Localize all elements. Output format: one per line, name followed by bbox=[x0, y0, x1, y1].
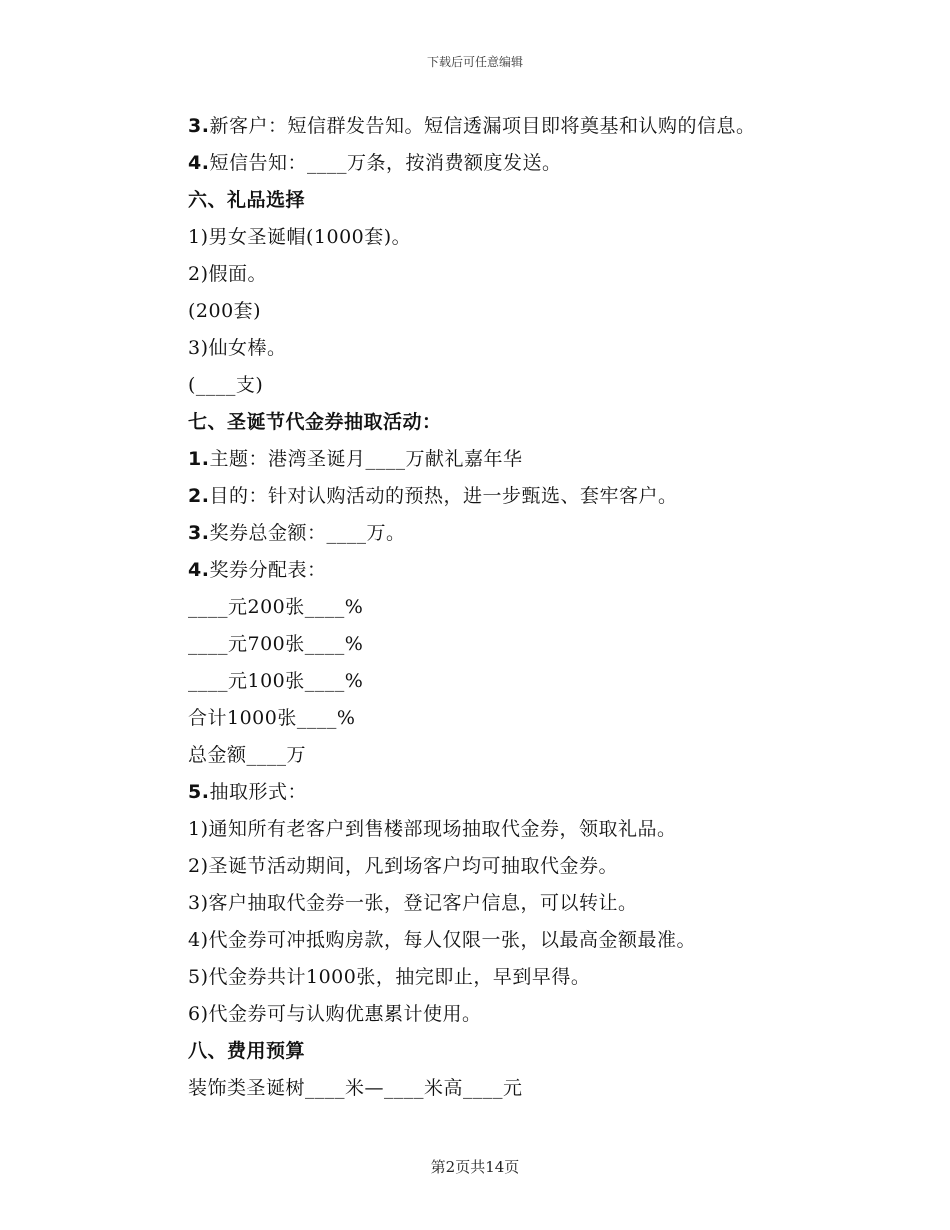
item-number: 4. bbox=[188, 559, 210, 581]
page-header: 下载后可任意编辑 bbox=[426, 55, 523, 69]
item-text: 奖券总金额：____万。 bbox=[209, 522, 406, 544]
paragraph-line: (200套) bbox=[188, 300, 262, 322]
item-text: 新客户：短信群发告知。短信透漏项目即将奠基和认购的信息。 bbox=[209, 115, 756, 137]
paragraph-line: 装饰类圣诞树____米—____米高____元 bbox=[188, 1077, 523, 1099]
item-text: 抽取形式： bbox=[209, 781, 307, 803]
paragraph-line: 1)男女圣诞帽(1000套)。 bbox=[188, 226, 412, 248]
paragraph-line: 5)代金券共计1000张，抽完即止，早到早得。 bbox=[188, 966, 591, 988]
item-number: 5. bbox=[188, 781, 210, 803]
page-footer: 第2页共14页 bbox=[430, 1158, 520, 1176]
item-number: 3. bbox=[188, 115, 210, 137]
paragraph-line: 4)代金券可冲抵购房款，每人仅限一张，以最高金额最准。 bbox=[188, 929, 697, 951]
paragraph-line: 6)代金券可与认购优惠累计使用。 bbox=[188, 1003, 482, 1025]
item-text: 主题：港湾圣诞月____万献礼嘉年华 bbox=[209, 448, 523, 470]
document-body bbox=[188, 108, 848, 1107]
section-heading-voucher-draw: 七、圣诞节代金券抽取活动： bbox=[188, 411, 442, 433]
distribution-total: 合计1000张____% bbox=[188, 707, 356, 729]
paragraph-line: 3)仙女棒。 bbox=[188, 337, 287, 359]
item-3-new-customers bbox=[188, 108, 848, 145]
paragraph-line: 2)圣诞节活动期间，凡到场客户均可抽取代金券。 bbox=[188, 855, 619, 877]
distribution-row: ____元700张____% bbox=[188, 633, 364, 655]
item-4-distribution-table bbox=[188, 552, 848, 589]
distribution-row: ____元100张____% bbox=[188, 670, 364, 692]
item-5-draw-format bbox=[188, 774, 848, 811]
paragraph-line: 2)假面。 bbox=[188, 263, 268, 285]
item-number: 1. bbox=[188, 448, 210, 470]
item-number: 2. bbox=[188, 485, 210, 507]
item-text: 目的：针对认购活动的预热，进一步甄选、套牢客户。 bbox=[209, 485, 678, 507]
item-number: 3. bbox=[188, 522, 210, 544]
item-4-sms-notice bbox=[188, 145, 848, 182]
paragraph-line: 1)通知所有老客户到售楼部现场抽取代金券，领取礼品。 bbox=[188, 818, 677, 840]
item-text: 短信告知：____万条，按消费额度发送。 bbox=[209, 152, 562, 174]
paragraph-line: 3)客户抽取代金券一张，登记客户信息，可以转让。 bbox=[188, 892, 638, 914]
item-number: 4. bbox=[188, 152, 210, 174]
paragraph-line: (____支) bbox=[188, 374, 264, 396]
item-1-theme bbox=[188, 441, 848, 478]
section-heading-budget: 八、费用预算 bbox=[188, 1040, 306, 1062]
distribution-total-amount: 总金额____万 bbox=[188, 744, 307, 766]
item-text: 奖券分配表： bbox=[209, 559, 327, 581]
item-2-purpose bbox=[188, 478, 848, 515]
distribution-row: ____元200张____% bbox=[188, 596, 364, 618]
section-heading-gift-selection: 六、礼品选择 bbox=[188, 189, 306, 211]
item-3-total-amount bbox=[188, 515, 848, 552]
